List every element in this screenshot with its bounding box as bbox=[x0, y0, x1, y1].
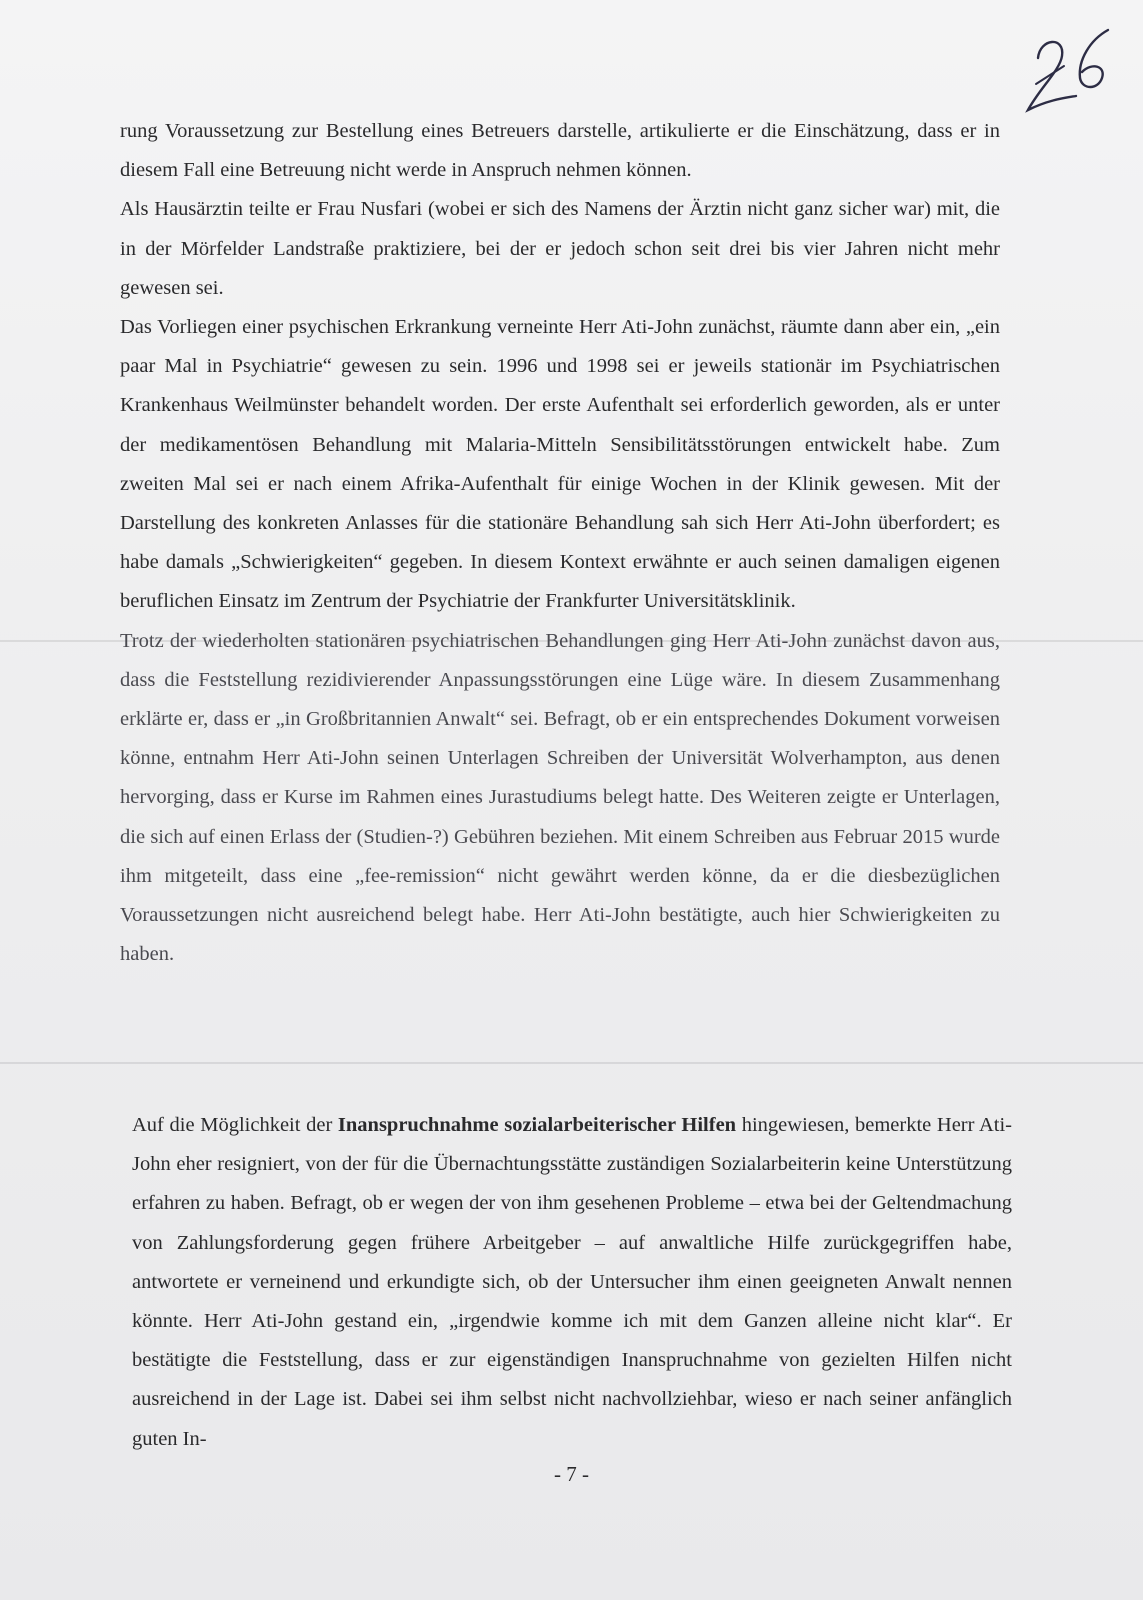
paragraph-hausaerztin: Als Hausärztin teilte er Frau Nusfari (wobei er sich des Namens der Ärztin nicht ganz sicher war) mit, die in der Mörfelder Landstraße praktiziere, bei der er jedoch schon seit drei bis vier Jahren nicht mehr gewesen sei. bbox=[120, 198, 1000, 299]
handwritten-page-mark bbox=[1020, 18, 1120, 118]
paragraph-rest: hingewiesen, bemerkte Herr Ati-John eher resigniert, von der für die Übernachtungsstätte zuständigen Sozialarbeiterin keine Unterstützung erfahren zu haben. Befragt, ob er wegen der von ihm gesehenen Probleme – etwa bei der Geltendmachung von Zahlungsforderung gegen frühere Arbeitgeber – auf anwaltliche Hilfe zurückgegriffen habe, antwortete er verneinend und erkundigte sich, ob der Untersucher ihm einen geeigneten Anwalt nennen könnte. Herr Ati-John gestand ein, „irgendwie komme ich mit dem Ganzen alleine nicht klar“. Er bestätigte die Feststellung, dass er zur eigenständigen Inanspruchnahme von gezielten Hilfen nicht ausreichend in der Lage ist. Dabei sei ihm selbst nicht nachvollziehbar, wieso er nach seiner anfänglich guten In- bbox=[132, 1114, 1012, 1450]
paragraph-sozialarbeit bbox=[132, 1106, 1012, 1459]
section-sozialarbeit bbox=[132, 1106, 1012, 1459]
paper-fold-line bbox=[0, 1062, 1143, 1064]
page-number: - 7 - bbox=[554, 1462, 589, 1486]
report-body bbox=[120, 112, 1000, 974]
paragraph-intro: Auf die Möglichkeit der bbox=[132, 1114, 338, 1136]
bold-heading-phrase: Inanspruchnahme sozialarbeiterischer Hilfen bbox=[337, 1114, 737, 1136]
paragraph-psychiatrie: Das Vorliegen einer psychischen Erkrankung verneinte Herr Ati-John zunächst, räumte dann aber ein, „ein paar Mal in Psychiatrie“ gewesen zu sein. 1996 und 1998 sei er jeweils stationär im Psychiatrischen Krankenhaus Weilmünster behandelt worden. Der erste Aufenthalt sei erforderlich geworden, als er unter der medikamentösen Behandlung mit Malaria-Mitteln Sensibilitätsstörungen entwickelt habe. Zum zweiten Mal sei er nach einem Afrika-Aufenthalt für einige Wochen in der Klinik gewesen. Mit der Darstellung des konkreten Anlasses für die stationäre Behandlung sah sich Herr Ati-John überfordert; es habe damals „Schwierigkeiten“ gegeben. In diesem Kontext erwähnte er auch seinen damaligen eigenen beruflichen Einsatz im Zentrum der Psychiatrie der Frankfurter Universitätsklinik. bbox=[120, 316, 1000, 613]
paragraph-anwalt: Trotz der wiederholten stationären psychiatrischen Behandlungen ging Herr Ati-John zunächst davon aus, dass die Feststellung rezidivierender Anpassungsstörungen eine Lüge wäre. In diesem Zusammenhang erklärte er, dass er „in Großbritannien Anwalt“ sei. Befragt, ob er ein entsprechendes Dokument vorweisen könne, entnahm Herr Ati-John seinen Unterlagen Schreiben der Universität Wolverhampton, aus denen hervorging, dass er Kurse im Rahmen eines Jurastudiums belegt hatte. Des Weiteren zeigte er Unterlagen, die sich auf einen Erlass der (Studien-?) Gebühren beziehen. Mit einem Schreiben aus Februar 2015 wurde ihm mitgeteilt, dass eine „fee-remission“ nicht gewährt werden könne, da er die diesbezüglichen Voraussetzungen nicht ausreichend belegt habe. Herr Ati-John bestätigte, auch hier Schwierigkeiten zu haben. bbox=[120, 629, 1000, 966]
paragraph-betreuung: rung Voraussetzung zur Bestellung eines Betreuers darstelle, artikulierte er die Einschätzung, dass er in diesem Fall eine Betreuung nicht werde in Anspruch nehmen können. bbox=[120, 120, 1000, 182]
